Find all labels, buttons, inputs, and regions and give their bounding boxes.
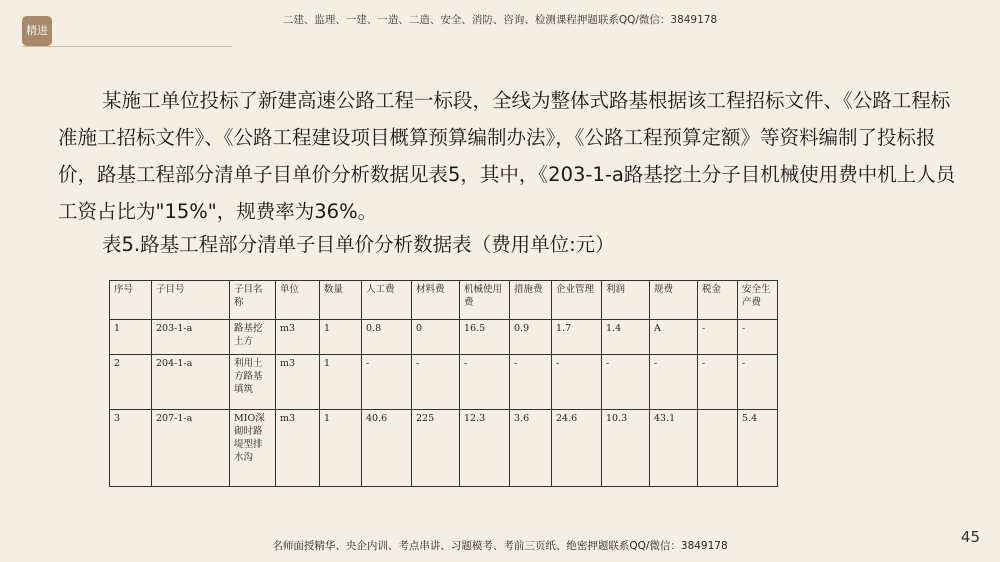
table-cell: m3: [276, 355, 320, 410]
table-cell: 0.9: [510, 320, 552, 355]
header-cell: 序号: [110, 281, 152, 320]
header-cell: 单位: [276, 281, 320, 320]
table-cell: 40.6: [362, 410, 412, 487]
table-cell: m3: [276, 410, 320, 487]
table-cell: -: [412, 355, 460, 410]
table-cell: 10.3: [602, 410, 650, 487]
header-cell: 措施费: [510, 281, 552, 320]
table-cell: MIO深砌时路堤型排水沟: [230, 410, 276, 487]
table-cell: -: [602, 355, 650, 410]
table-title: 表5.路基工程部分清单子目单价分析数据表（费用单位:元）: [102, 233, 615, 256]
table-cell: [698, 410, 738, 487]
header-cell: 税金: [698, 281, 738, 320]
table-cell: -: [738, 320, 778, 355]
table-cell: 1: [320, 320, 362, 355]
table-cell: 203-1-a: [152, 320, 230, 355]
table-cell: 5.4: [738, 410, 778, 487]
paragraph-text: 某施工单位投标了新建高速公路工程一标段，全线为整体式路基根据该工程招标文件、《公路工程标准施工招标文件》、《公路工程建设项目概算预算编制办法》，《公路工程预算定额》等资料编制了投标报价，路基工程部分清单子目单价分析数据见表5，其中，《203-1-a路基挖土分子目机械使用费中机上人员工资占比为"15%"，规费率为36%。: [58, 89, 956, 223]
header-cell: 规费: [650, 281, 698, 320]
unit-price-table: [109, 280, 778, 487]
table-cell: -: [650, 355, 698, 410]
table-cell: 1: [320, 355, 362, 410]
table-cell: -: [460, 355, 510, 410]
table-header-row: [110, 281, 778, 320]
table-row: [110, 320, 778, 355]
page-number: 45: [960, 528, 980, 546]
header-cell: 安全生产费: [738, 281, 778, 320]
table-cell: m3: [276, 320, 320, 355]
table-cell: 204-1-a: [152, 355, 230, 410]
table-cell: 路基挖土方: [230, 320, 276, 355]
table-cell: -: [698, 320, 738, 355]
table-cell: 12.3: [460, 410, 510, 487]
table-cell: -: [552, 355, 602, 410]
footer-banner: 名师面授精华、央企内训、考点串讲、习题模考、考前三页纸、绝密押题联系QQ/微信：3849178: [272, 540, 728, 552]
table-cell: 1.7: [552, 320, 602, 355]
table-cell: 43.1: [650, 410, 698, 487]
table-cell: 0.8: [362, 320, 412, 355]
header-cell: 利润: [602, 281, 650, 320]
table-cell: 24.6: [552, 410, 602, 487]
header-cell: 机械使用费: [460, 281, 510, 320]
logo: 精进: [22, 16, 52, 46]
table-cell: 2: [110, 355, 152, 410]
table-cell: -: [362, 355, 412, 410]
table-cell: -: [738, 355, 778, 410]
table-cell: 207-1-a: [152, 410, 230, 487]
table-cell: 利用土方路基填筑: [230, 355, 276, 410]
header-cell: 材料费: [412, 281, 460, 320]
table-row: [110, 355, 778, 410]
table-cell: 1.4: [602, 320, 650, 355]
question-paragraph: [58, 82, 958, 230]
header-cell: 数量: [320, 281, 362, 320]
table-cell: -: [510, 355, 552, 410]
table-cell: -: [698, 355, 738, 410]
table-row: [110, 410, 778, 487]
table-cell: 225: [412, 410, 460, 487]
table-cell: 3: [110, 410, 152, 487]
table-cell: A: [650, 320, 698, 355]
header-cell: 子目号: [152, 281, 230, 320]
top-banner: 二建、监理、一建、一造、二造、安全、消防、咨询、检测课程押题联系QQ/微信：3849178: [282, 14, 718, 26]
header-cell: 子目名称: [230, 281, 276, 320]
table-cell: 1: [110, 320, 152, 355]
table-cell: 1: [320, 410, 362, 487]
table-cell: 0: [412, 320, 460, 355]
header-cell: 人工费: [362, 281, 412, 320]
header-cell: 企业管理: [552, 281, 602, 320]
header-divider: [22, 46, 232, 47]
table-cell: 16.5: [460, 320, 510, 355]
table-cell: 3.6: [510, 410, 552, 487]
